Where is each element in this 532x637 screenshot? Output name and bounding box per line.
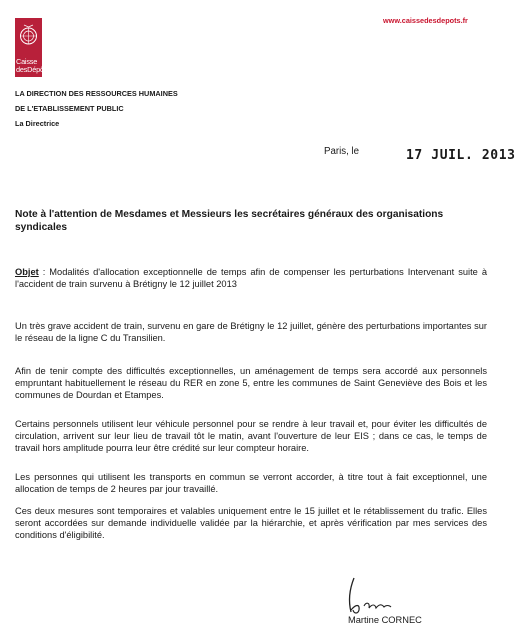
handwritten-signature [342,570,422,616]
sender-department: LA DIRECTION DES RESSOURCES HUMAINES [15,89,178,98]
body-paragraph-3: Certains personnels utilisent leur véhicule personnel pour se rendre à leur travail et, pour éviter les difficultés de circulation, arrivent sur leur lieu de travail tôt le matin, avant l'ouverture de leur EIS ; dans ce cas, le temps de travail hors amplitude pourra leur être crédité sur leur compteur horaire. [15,419,487,453]
logo-text-line1: Caisse [16,57,38,66]
logo-emblem-icon [18,23,39,53]
note-title: Note à l'attention de Mesdames et Messieurs les secrétaires généraux des organisations syndicales [15,209,444,233]
body-paragraph-5: Ces deux mesures sont temporaires et valables uniquement entre le 15 juillet et le rétablissement du trafic. Elles seront accordées sur demande individuelle validée par la hiérarchie, et après vérification par mes services des conditions d'éligibilité. [15,506,487,540]
signatory-name: Martine CORNEC [348,615,422,625]
body-paragraph-2: Afin de tenir compte des difficultés exceptionnelles, un aménagement de temps sera accordé aux personnels empruntant habituellement le réseau du RER en zone 5, entre les communes de Saint Geneviève des Bois et les communes de Dourdan et Etampes. [15,366,487,400]
sender-entity: DE L'ETABLISSEMENT PUBLIC [15,104,124,113]
date-stamp: 17 JUIL. 2013 [406,147,516,164]
body-paragraph-1: Un très grave accident de train, survenu en gare de Brétigny le 12 juillet, génère des perturbations importantes sur le réseau de la ligne C du Transilien. [15,321,487,343]
object-text: : Modalités d'allocation exceptionnelle de temps afin de compenser les perturbations Intervenant suite à l'accident de train survenu à Brétigny le 12 juillet 2013 [15,267,487,289]
sender-role: La Directrice [15,119,60,128]
caisse-des-depots-logo [15,18,50,77]
object-label: Objet [15,267,39,277]
place-label: Paris, le [324,146,359,157]
object-line [15,266,487,290]
logo-text-line2: desDépôts [16,65,50,74]
website-url[interactable]: www.caissedesdepots.fr [383,16,468,25]
body-paragraph-4: Les personnes qui utilisent les transports en commun se verront accorder, à titre tout à fait exceptionnel, une allocation de temps de 2 heures par jour travaillé. [15,472,487,494]
